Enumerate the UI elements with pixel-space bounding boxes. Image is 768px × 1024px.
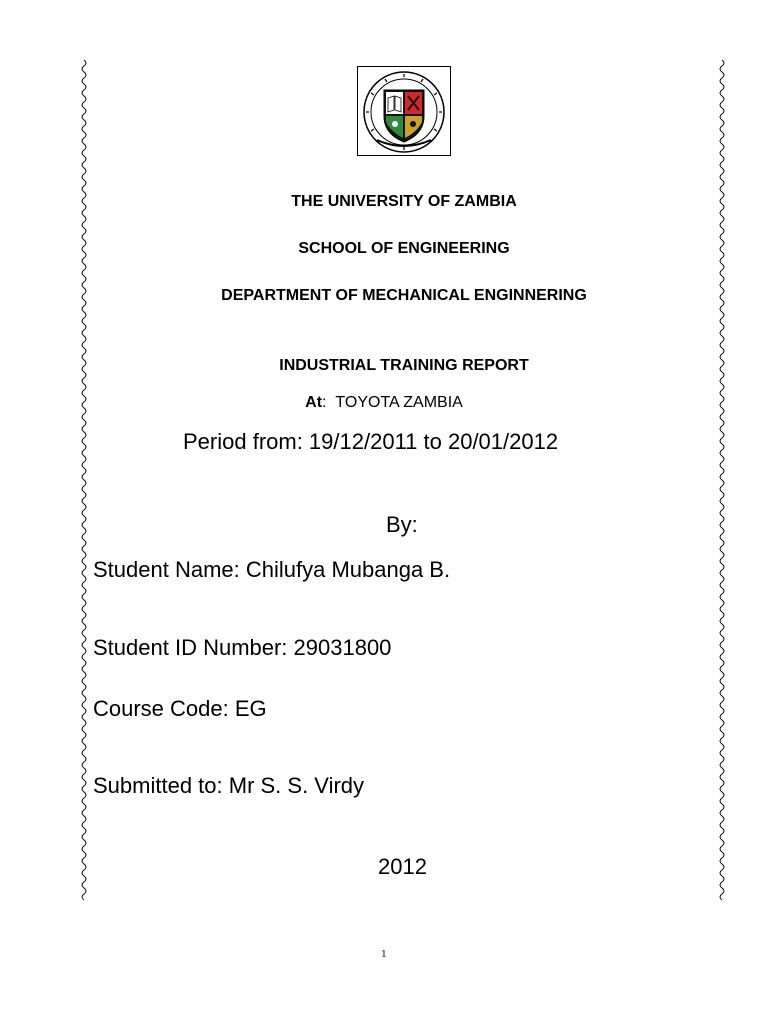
page-number: 1 bbox=[381, 950, 387, 960]
university-crest-logo bbox=[357, 66, 451, 156]
by-label: By: bbox=[386, 512, 418, 537]
school-name: SCHOOL OF ENGINEERING bbox=[298, 240, 510, 257]
placement-label: At bbox=[305, 394, 323, 411]
training-period: Period from: 19/12/2011 to 20/01/2012 bbox=[183, 429, 559, 454]
department-name: DEPARTMENT OF MECHANICAL ENGINNERING bbox=[221, 287, 587, 304]
student-name: Student Name: Chilufya Mubanga B. bbox=[93, 557, 451, 582]
left-border-decoration bbox=[80, 60, 88, 900]
submitted-to: Submitted to: Mr S. S. Virdy bbox=[93, 773, 365, 798]
placement-line bbox=[0, 394, 768, 412]
report-year: 2012 bbox=[378, 854, 427, 879]
course-code: Course Code: EG bbox=[93, 696, 267, 721]
right-border-decoration bbox=[718, 60, 726, 900]
placement-company: TOYOTA ZAMBIA bbox=[335, 394, 463, 411]
university-name: THE UNIVERSITY OF ZAMBIA bbox=[291, 193, 517, 210]
report-title: INDUSTRIAL TRAINING REPORT bbox=[279, 357, 529, 374]
student-id: Student ID Number: 29031800 bbox=[93, 635, 392, 660]
placement-separator: : bbox=[322, 394, 327, 411]
